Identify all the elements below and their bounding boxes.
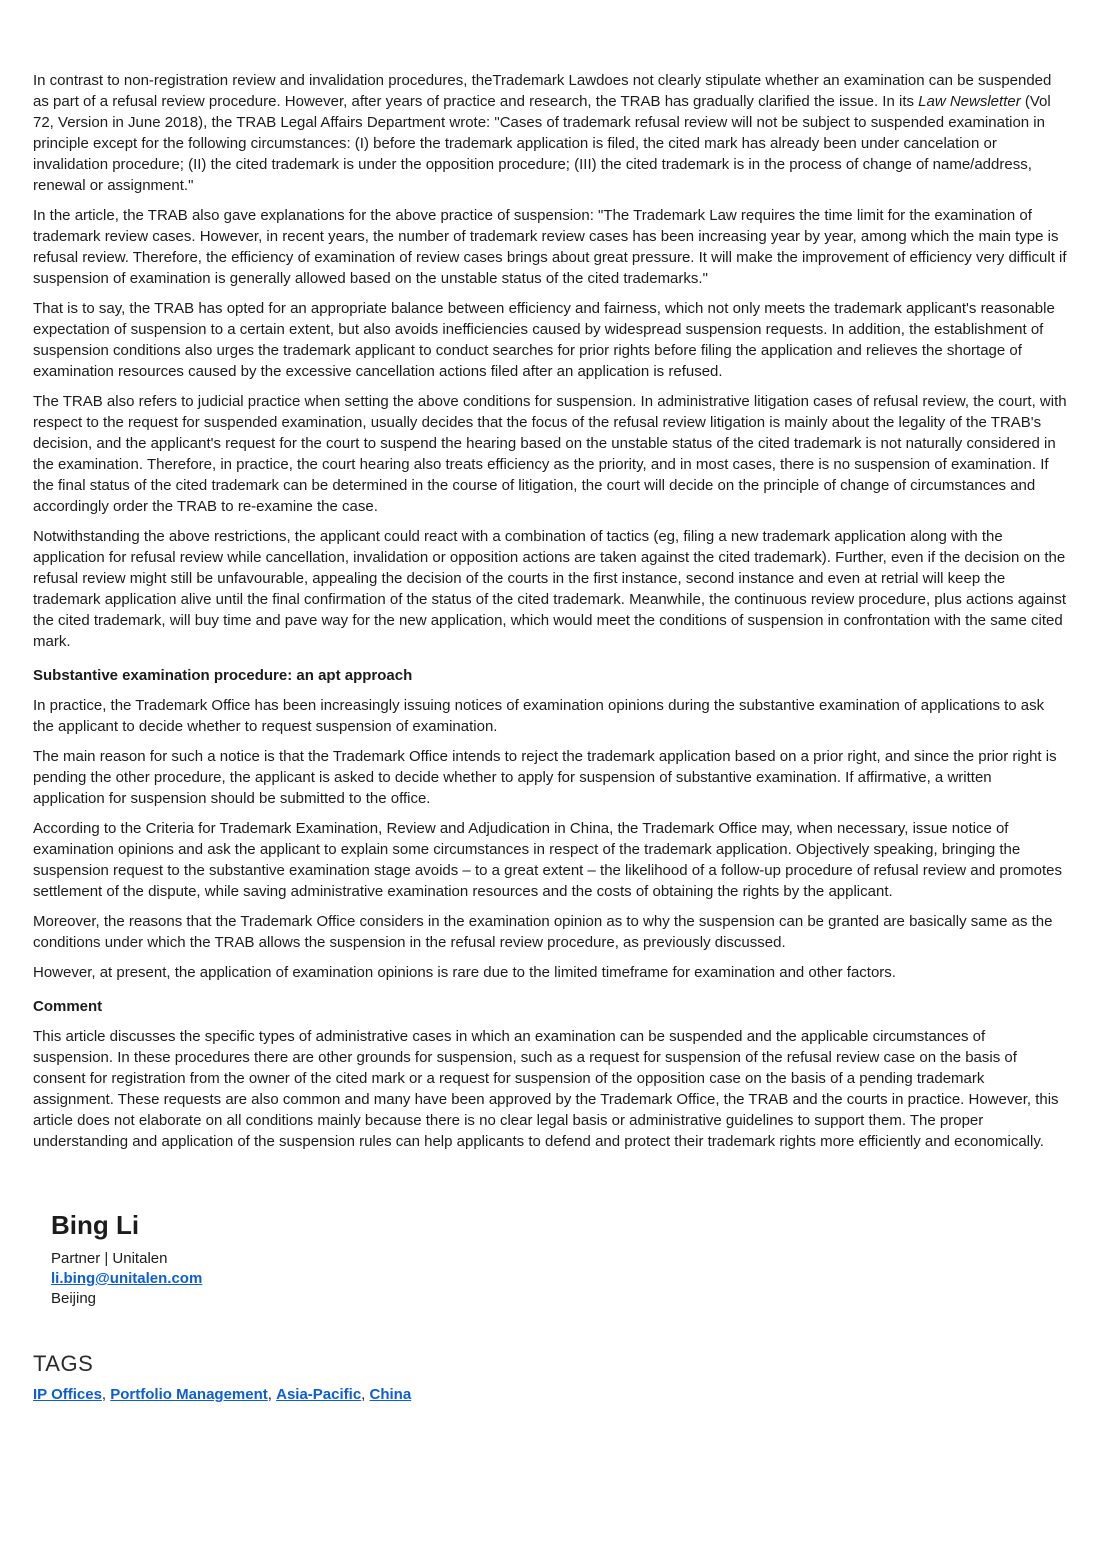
article-paragraph: That is to say, the TRAB has opted for an appropriate balance between efficiency and fairness, which not only meets the trademark applicant's reasonable expectation of suspension to a certain extent, but also avoids inefficiencies caused by widespread suspension requests. In addition, the establishment of suspension conditions also urges the trademark applicant to conduct searches for prior rights before filing the application and relieves the shortage of examination resources caused by the excessive cancellation actions filed after an application is refused. xyxy=(33,300,1055,380)
section-heading-comment: Comment xyxy=(33,998,103,1015)
article-paragraph: In practice, the Trademark Office has been increasingly issuing notices of examination opinions during the substantive examination of applications to ask the applicant to decide whether to request suspension of examination. xyxy=(33,697,1045,735)
author-role: Partner | Unitalen xyxy=(51,1250,168,1267)
section-heading-substantive-examination: Substantive examination procedure: an apt approach xyxy=(33,667,413,684)
tag-link-china[interactable]: China xyxy=(369,1386,412,1403)
tags-list xyxy=(33,1384,1067,1405)
article-paragraph: The TRAB also refers to judicial practice when setting the above conditions for suspension. In administrative litigation cases of refusal review, the court, with respect to the request for suspended examination, usually decides that the focus of the refusal review litigation is mainly about the legality of the TRAB's decision, and the applicant's request for the court to suspend the hearing based on the unstable status of the cited trademark is not naturally considered in the examination. Therefore, in practice, the court hearing also treats efficiency as the priority, and in most cases, there is no suspension of examination. If the final status of the cited trademark can be determined in the course of litigation, the court will decide on the principle of change of circumstances and accordingly order the TRAB to re-examine the case. xyxy=(33,393,1067,515)
article-paragraph: The main reason for such a notice is that the Trademark Office intends to reject the trademark application based on a prior right, and since the prior right is pending the other procedure, the applicant is asked to decide whether to apply for suspension of substantive examination. If affirmative, a written application for suspension should be submitted to the office. xyxy=(33,748,1057,807)
paragraph-text: In contrast to non-registration review and invalidation procedures, theTrademark Lawdoes not clearly stipulate whether an examination can be suspended as part of a refusal review procedure. However, after years of practice and research, the TRAB has gradually clarified the issue. In its xyxy=(33,72,1052,110)
tag-separator: , xyxy=(267,1386,277,1403)
article-paragraph xyxy=(33,70,1067,196)
tag-link-portfolio-management[interactable]: Portfolio Management xyxy=(110,1386,268,1403)
tags-heading: TAGS xyxy=(33,1351,94,1376)
author-block xyxy=(51,1210,1067,1309)
author-name: Bing Li xyxy=(51,1210,140,1240)
tag-separator: , xyxy=(361,1386,370,1403)
tag-link-ip-offices[interactable]: IP Offices xyxy=(33,1386,102,1403)
article-body xyxy=(33,70,1067,1152)
article-paragraph: Moreover, the reasons that the Trademark Office considers in the examination opinion as to why the suspension can be granted are basically same as the conditions under which the TRAB allows the suspension in the refusal review procedure, as previously discussed. xyxy=(33,913,1053,951)
author-city: Beijing xyxy=(51,1290,97,1307)
article-paragraph: In the article, the TRAB also gave explanations for the above practice of suspension: "The Trademark Law requires the time limit for the examination of trademark review cases. However, in recent years, the number of trademark review cases has been increasing year by year, among which the main type is refusal review. Therefore, the efficiency of examination of review cases brings about great pressure. It will make the improvement of efficiency very difficult if suspension of examination is generally allowed based on the unstable status of the cited trademarks." xyxy=(33,207,1067,287)
author-email-link[interactable]: li.bing@unitalen.com xyxy=(51,1270,203,1287)
tags-section xyxy=(33,1351,1067,1405)
tag-separator: , xyxy=(101,1386,111,1403)
publication-title-italic: Law Newsletter xyxy=(918,93,1021,110)
tag-link-asia-pacific[interactable]: Asia-Pacific xyxy=(276,1386,362,1403)
article-paragraph: This article discusses the specific types of administrative cases in which an examination can be suspended and the applicable circumstances of suspension. In these procedures there are other grounds for suspension, such as a request for suspension of the refusal review case on the basis of consent for registration from the owner of the cited mark or a request for suspension of the opposition case on the basis of a pending trademark assignment. These requests are also common and many have been approved by the Trademark Office, the TRAB and the courts in practice. However, this article does not elaborate on all conditions mainly because there is no clear legal basis or administrative guidelines to support them. The proper understanding and application of the suspension rules can help applicants to defend and protect their trademark rights more efficiently and economically. xyxy=(33,1028,1059,1150)
article-paragraph: Notwithstanding the above restrictions, the applicant could react with a combination of tactics (eg, filing a new trademark application along with the application for refusal review while cancellation, invalidation or opposition actions are taken against the cited trademark). Further, even if the decision on the refusal review might still be unfavourable, appealing the decision of the courts in the first instance, second instance and even at retrial will keep the trademark application alive until the final confirmation of the status of the cited trademark. Meanwhile, the continuous review procedure, plus actions against the cited trademark, will buy time and pave way for the new application, which would meet the conditions of suspension in confrontation with the same cited mark. xyxy=(33,528,1067,650)
article-paragraph: According to the Criteria for Trademark Examination, Review and Adjudication in China, the Trademark Office may, when necessary, issue notice of examination opinions and ask the applicant to explain some circumstances in respect of the trademark application. Objectively speaking, bringing the suspension request to the substantive examination stage avoids – to a great extent – the likelihood of a follow-up procedure of refusal review and promotes settlement of the dispute, while saving administrative examination resources and the costs of obtaining the rights by the applicant. xyxy=(33,820,1062,900)
paragraph-text: (Vol 72, Version in June 2018), the TRAB Legal Affairs Department wrote: "Cases of trademark refusal review will not be subject to suspended examination in principle except for the following circumstances: (I) before the trademark application is filed, the cited mark has already been under cancelation or invalidation procedure; (II) the cited trademark is under the opposition procedure; (III) the cited trademark is in the process of change of name/address, renewal or assignment." xyxy=(33,93,1051,194)
article-paragraph: However, at present, the application of examination opinions is rare due to the limited timeframe for examination and other factors. xyxy=(33,964,896,981)
